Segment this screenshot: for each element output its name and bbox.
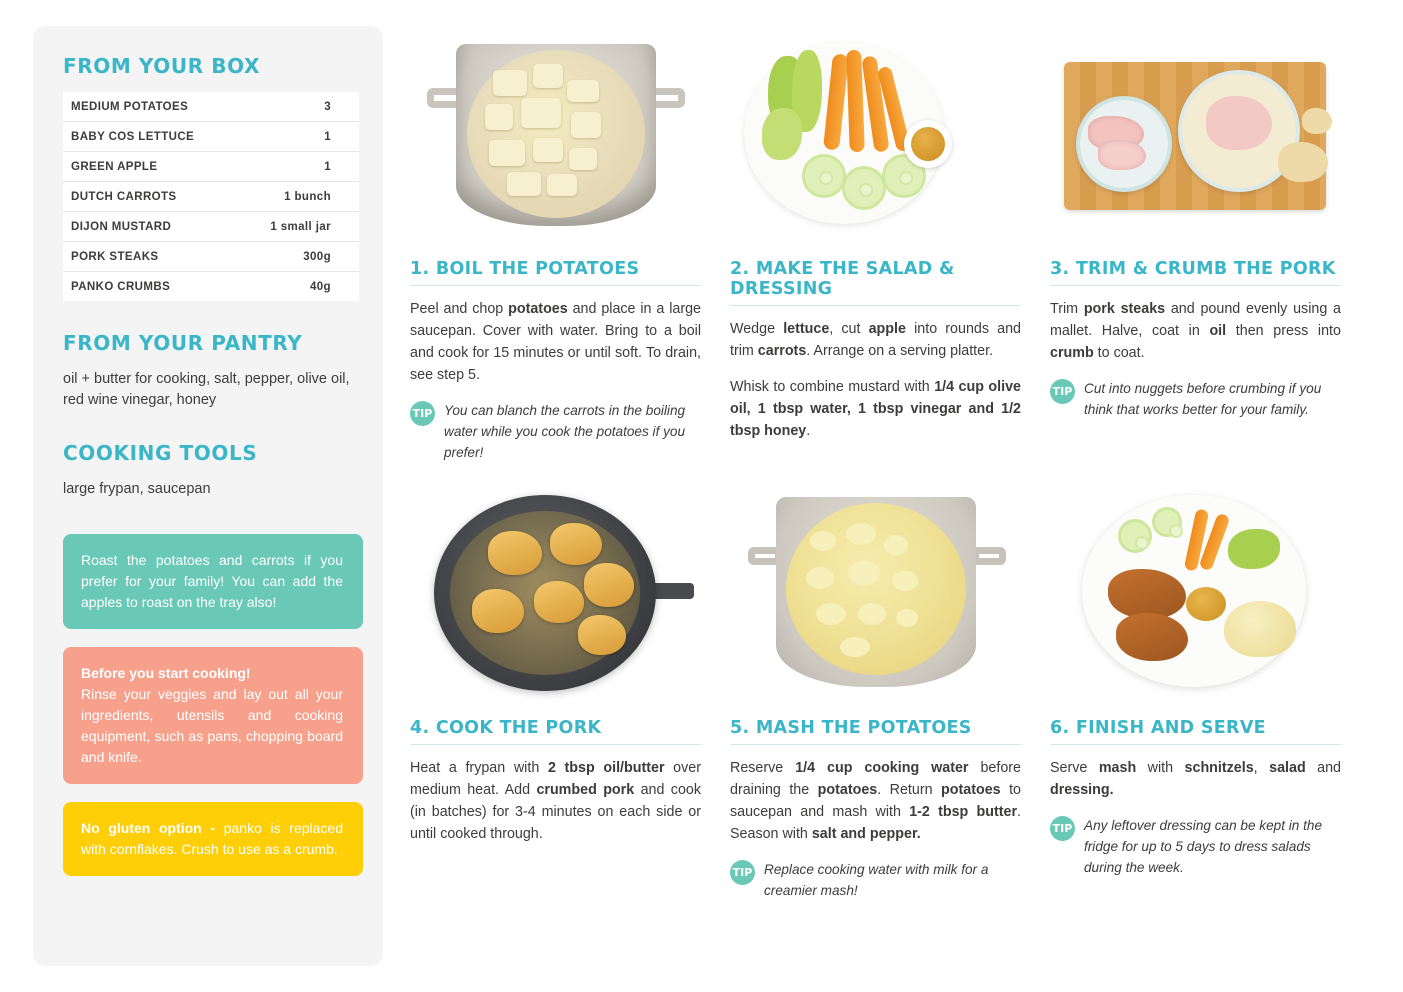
tip-badge: TIP — [410, 401, 435, 426]
table-row — [63, 242, 359, 272]
ingredient-qty: 1 — [324, 161, 331, 173]
salad-platter-with-dressing-photo — [730, 26, 1021, 241]
table-row — [63, 212, 359, 242]
ingredient-name: GREEN APPLE — [71, 161, 158, 173]
steps-grid — [410, 26, 1370, 901]
callout-before-you-start — [63, 647, 363, 784]
callout-lead: No gluten option - — [81, 820, 216, 836]
callout-no-gluten-option — [63, 802, 363, 876]
callout-text: Roast the potatoes and carrots if you prefer for your family! You can add the apples to roast on the tray also! — [81, 552, 343, 610]
ingredient-qty: 1 bunch — [284, 191, 331, 203]
divider — [1050, 744, 1341, 745]
step-title: 1. BOIL THE POTATOES — [410, 259, 640, 279]
pantry-text: oil + butter for cooking, salt, pepper, olive oil, red wine vinegar, honey — [63, 371, 350, 408]
step-tip — [730, 859, 1021, 901]
steps-row-1 — [410, 26, 1370, 463]
from-your-box-heading: FROM YOUR BOX — [63, 54, 261, 78]
tip-badge: TIP — [730, 860, 755, 885]
tip-text: Any leftover dressing can be kept in the fridge for up to 5 days to dress salads during the week. — [1084, 818, 1323, 875]
table-row — [63, 272, 359, 302]
tip-text: Replace cooking water with milk for a creamier mash! — [764, 862, 989, 898]
step-5 — [730, 485, 1021, 901]
step-title: 3. TRIM & CRUMB THE PORK — [1050, 259, 1336, 279]
ingredient-name: PORK STEAKS — [71, 251, 159, 263]
ingredient-name: MEDIUM POTATOES — [71, 101, 189, 113]
served-plate-with-schnitzel-mash-salad-photo — [1050, 485, 1341, 700]
ingredient-qty: 40g — [309, 281, 331, 293]
step-tip — [1050, 378, 1341, 420]
cooking-tools-heading: COOKING TOOLS — [63, 441, 258, 465]
frypan-cooking-crumbed-pork-photo — [410, 485, 701, 700]
divider — [1050, 285, 1341, 286]
ingredient-qty: 1 — [324, 131, 331, 143]
step-paragraph: Peel and chop potatoes and place in a large saucepan. Cover with water. Bring to a boil and cook for 15 minutes or until soft. To drain, see step 5. — [410, 301, 702, 383]
step-title: 6. FINISH AND SERVE — [1050, 718, 1266, 738]
ingredient-qty: 3 — [324, 101, 331, 113]
steps-row-2 — [410, 485, 1370, 901]
tip-badge: TIP — [1050, 816, 1075, 841]
divider — [410, 285, 701, 286]
divider — [730, 744, 1021, 745]
ingredient-qty: 1 small jar — [270, 221, 331, 233]
ingredient-name: PANKO CRUMBS — [71, 281, 171, 293]
step-paragraph: Heat a frypan with 2 tbsp oil/butter over medium heat. Add crumbed pork and cook (in batches) for 3-4 minutes on each side or until cooked through. — [410, 760, 701, 842]
callout-lead: Before you start cooking! — [81, 665, 251, 681]
ingredients-sidebar — [33, 26, 383, 966]
step-paragraph: Whisk to combine mustard with 1/4 cup olive oil, 1 tbsp water, 1 tbsp vinegar and 1/2 tbsp honey. — [730, 379, 1021, 439]
cooking-tools-text: large frypan, saucepan — [63, 481, 211, 497]
divider — [410, 744, 701, 745]
tip-text: Cut into nuggets before crumbing if you think that works better for your family. — [1084, 381, 1322, 417]
callout-roast-tip — [63, 534, 363, 629]
step-title: 2. MAKE THE SALAD & DRESSING — [730, 259, 955, 299]
saucepan-of-boiling-potatoes-photo — [410, 26, 701, 241]
step-2 — [730, 26, 1021, 463]
table-row — [63, 122, 359, 152]
table-row — [63, 92, 359, 122]
from-your-box-table — [63, 92, 359, 301]
from-your-pantry-heading: FROM YOUR PANTRY — [63, 331, 303, 355]
step-title: 4. COOK THE PORK — [410, 718, 602, 738]
step-title: 5. MASH THE POTATOES — [730, 718, 972, 738]
callout-text: panko is replaced with cornflakes. Crush to use as a crumb. — [81, 820, 344, 857]
table-row — [63, 182, 359, 212]
divider — [730, 305, 1021, 306]
ingredient-name: DUTCH CARROTS — [71, 191, 177, 203]
step-4 — [410, 485, 701, 901]
tip-badge: TIP — [1050, 379, 1075, 404]
step-paragraph: Wedge lettuce, cut apple into rounds and trim carrots. Arrange on a serving platter. — [730, 321, 1021, 359]
step-1 — [410, 26, 701, 463]
step-6 — [1050, 485, 1341, 901]
step-paragraph: Trim pork steaks and pound evenly using a mallet. Halve, coat in oil then press into crumb to coat. — [1050, 301, 1341, 361]
table-row — [63, 152, 359, 182]
step-tip — [1050, 815, 1341, 878]
saucepan-of-mashed-potatoes-photo — [730, 485, 1021, 700]
callout-text: Rinse your veggies and lay out all your ingredients, utensils and cooking equipment, such as pans, chopping board and knife. — [81, 686, 343, 765]
ingredient-name: BABY COS LETTUCE — [71, 131, 195, 143]
ingredient-name: DIJON MUSTARD — [71, 221, 172, 233]
step-tip — [410, 400, 701, 463]
tip-text: You can blanch the carrots in the boiling water while you cook the potatoes if you prefer! — [444, 403, 686, 460]
step-paragraph: Serve mash with schnitzels, salad and dressing. — [1050, 760, 1342, 798]
chopping-board-with-pork-and-crumbs-photo — [1050, 26, 1341, 241]
step-paragraph: Reserve 1/4 cup cooking water before draining the potatoes. Return potatoes to saucepan and mash with 1-2 tbsp butter. Season with salt and pepper. — [730, 760, 1021, 842]
step-3 — [1050, 26, 1341, 463]
ingredient-qty: 300g — [303, 251, 331, 263]
